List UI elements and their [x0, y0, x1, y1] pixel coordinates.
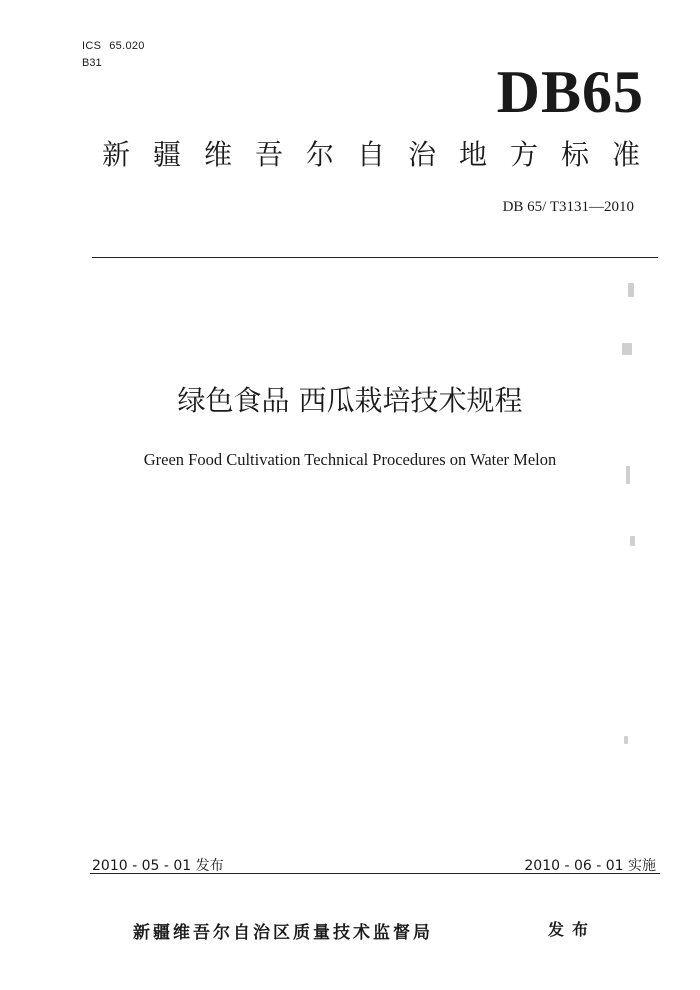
standard-type-heading: 新疆维吾尔自治地方标准: [102, 138, 664, 171]
issue-date: 2010 - 05 - 01 发布: [92, 858, 224, 874]
issue-label: 发布: [548, 920, 597, 939]
standard-number: DB 65/ T3131—2010: [502, 199, 634, 215]
ics-code: 65.020: [109, 40, 145, 52]
ics-label: ICS: [82, 40, 102, 52]
standard-logo: DB65: [496, 59, 644, 125]
issuing-authority: 新疆维吾尔自治区质量技术监督局: [133, 923, 433, 943]
scan-speck: [626, 466, 630, 484]
ics-classification: [82, 40, 145, 52]
document-title-english: Green Food Cultivation Technical Procedures on Water Melon: [143, 450, 557, 469]
scan-speck: [630, 536, 635, 546]
scan-speck: [624, 736, 628, 744]
document-title-chinese: 绿色食品 西瓜栽培技术规程: [177, 384, 523, 417]
implementation-date: 2010 - 06 - 01 实施: [524, 858, 656, 874]
footer-divider: [90, 873, 660, 874]
header-divider: [92, 257, 658, 258]
scan-speck: [628, 283, 634, 297]
ccs-code: B31: [82, 57, 102, 69]
scan-speck: [622, 343, 632, 355]
